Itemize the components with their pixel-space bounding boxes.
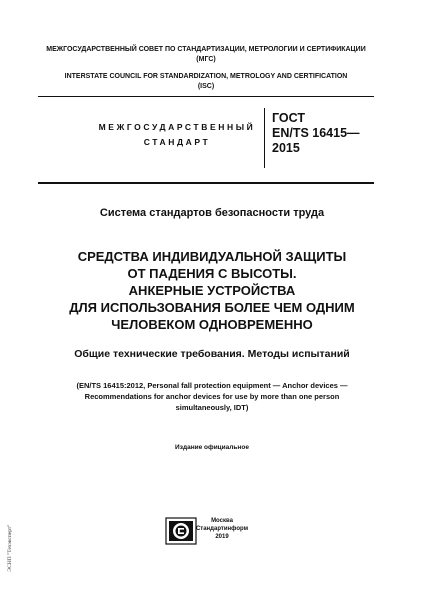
equivalence-note [40, 380, 384, 413]
standard-type-line2: СТАНДАРТ [143, 137, 211, 147]
main-title-line5: ЧЕЛОВЕКОМ ОДНОВРЕМЕННО [111, 317, 313, 332]
publisher-year: 2019 [215, 534, 229, 540]
middle-rule [38, 182, 374, 184]
council-ru-line2: (МГС) [196, 56, 216, 63]
standard-code [272, 111, 360, 156]
main-title [20, 248, 404, 333]
standard-type [92, 120, 262, 150]
subtitle: Общие технические требования. Методы испытаний [74, 348, 350, 360]
council-en-line2: (ISC) [197, 83, 215, 90]
edition-label: Издание официальное [175, 444, 249, 451]
standard-code-line3: 2015 [272, 141, 300, 155]
council-en-line1: INTERSTATE COUNCIL FOR STANDARDIZATION, METROLOGY AND CERTIFICATION [64, 73, 348, 80]
series-title: Система стандартов безопасности труда [99, 207, 325, 219]
main-title-line4: ДЛЯ ИСПОЛЬЗОВАНИЯ БОЛЕЕ ЧЕМ ОДНИМ [69, 300, 355, 315]
equivalence-line1: (EN/TS 16415:2012, Personal fall protection equipment — Anchor devices — [76, 381, 348, 390]
main-title-line2: ОТ ПАДЕНИЯ С ВЫСОТЫ. [127, 266, 297, 281]
publisher-name: Стандартинформ [195, 526, 249, 532]
equivalence-line3: simultaneously, IDT) [175, 403, 249, 412]
publisher-city: Москва [211, 518, 233, 524]
publisher-block [192, 517, 252, 541]
vertical-divider [264, 108, 265, 168]
main-title-line3: АНКЕРНЫЕ УСТРОЙСТВА [128, 283, 296, 298]
main-title-line1: СРЕДСТВА ИНДИВИДУАЛЬНОЙ ЗАЩИТЫ [77, 249, 347, 264]
standard-code-line2: EN/TS 16415— [272, 126, 360, 140]
council-en-block [30, 72, 382, 92]
standard-type-line1: МЕЖГОСУДАРСТВЕННЫЙ [98, 122, 256, 132]
council-ru-line1: МЕЖГОСУДАРСТВЕННЫЙ СОВЕТ ПО СТАНДАРТИЗАЦИИ, МЕТРОЛОГИИ И СЕРТИФИКАЦИИ [46, 46, 366, 53]
top-rule [38, 96, 374, 97]
council-ru-block [30, 45, 382, 65]
equivalence-line2: Recommendations for anchor devices for use by more than one person [84, 392, 340, 401]
standard-code-line1: ГОСТ [272, 111, 305, 125]
side-stamp: ЭСНП "Техэксперт" [7, 524, 13, 572]
